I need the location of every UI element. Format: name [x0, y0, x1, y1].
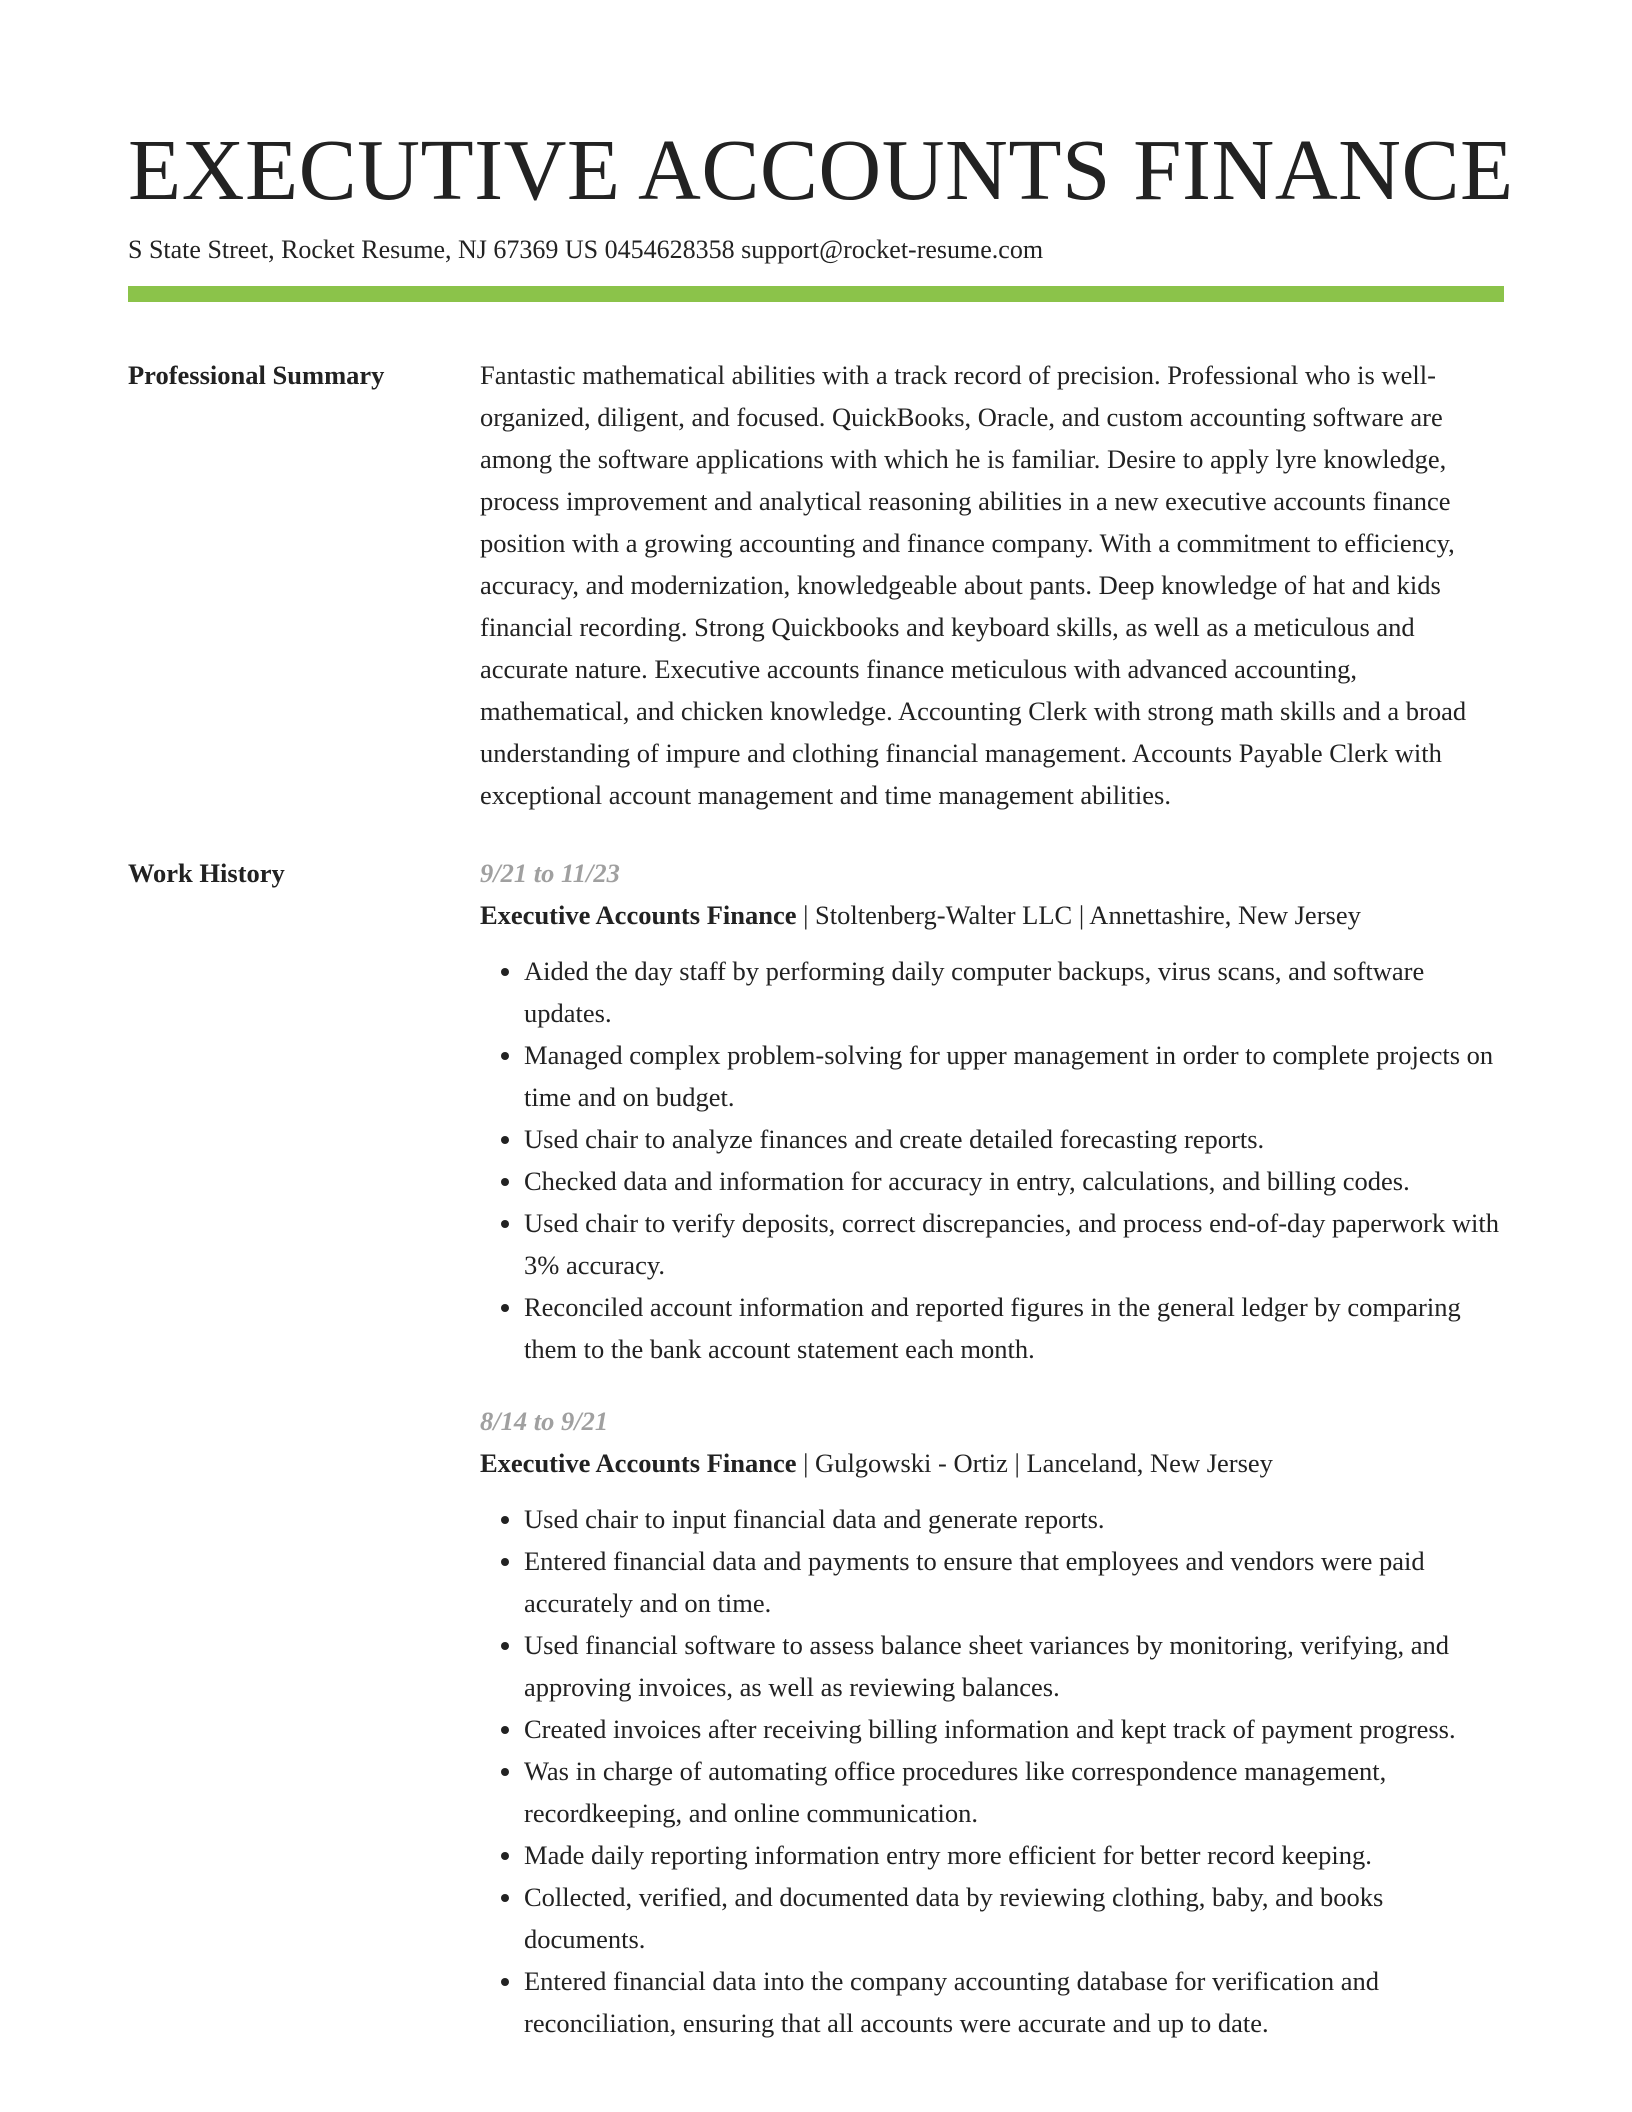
section-heading-work-history: Work History	[128, 858, 285, 888]
job-entry	[480, 852, 1504, 1370]
work-history-section	[128, 852, 1504, 2044]
job-bullet: • Checked data and information for accuracy in entry, calculations, and billing codes.	[524, 1160, 1504, 1202]
job-bullet: • Managed complex problem-solving for upper management in order to complete projects on time and on budget.	[524, 1034, 1504, 1118]
job-bullet: • Entered financial data into the company accounting database for verification and reconciliation, ensuring that all accounts were accurate and up to date.	[524, 1960, 1504, 2044]
job-bullet: • Used chair to analyze finances and create detailed forecasting reports.	[524, 1118, 1504, 1160]
job-dates: 9/21 to 11/23	[480, 858, 620, 888]
job-bullet: • Collected, verified, and documented data by reviewing clothing, baby, and books documents.	[524, 1876, 1504, 1960]
summary-text: Fantastic mathematical abilities with a track record of precision. Professional who is well-organized, diligent, and focused. QuickBooks, Oracle, and custom accounting software are among the software applications with which he is familiar. Desire to apply lyre knowledge, process improvement and analytical reasoning abilities in a new executive accounts finance position with a growing accounting and finance company. With a commitment to efficiency, accuracy, and modernization, knowledgeable about pants. Deep knowledge of hat and kids financial recording. Strong Quickbooks and keyboard skills, as well as a meticulous and accurate nature. Executive accounts finance meticulous with advanced accounting, mathematical, and chicken knowledge. Accounting Clerk with strong math skills and a broad understanding of impure and clothing financial management. Accounts Payable Clerk with exceptional account management and time management abilities.	[480, 360, 1467, 810]
job-bullets	[480, 950, 1504, 1370]
job-title: Executive Accounts Finance	[480, 900, 797, 930]
job-dates: 8/14 to 9/21	[480, 1406, 609, 1436]
job-bullet: • Reconciled account information and reported figures in the general ledger by comparing them to the bank account statement each month.	[524, 1286, 1504, 1370]
job-company-location: | Stoltenberg-Walter LLC | Annettashire, New Jersey	[796, 900, 1361, 930]
job-bullet: • Used financial software to assess balance sheet variances by monitoring, verifying, and approving invoices, as well as reviewing balances.	[524, 1624, 1504, 1708]
resume-page	[128, 0, 1514, 2044]
job-bullet: • Made daily reporting information entry more efficient for better record keeping.	[524, 1834, 1504, 1876]
contact-line: S State Street, Rocket Resume, NJ 67369 US 0454628358 support@rocket-resume.com	[128, 235, 1044, 264]
job-heading	[480, 1442, 1504, 1484]
job-bullets	[480, 1498, 1504, 2044]
job-bullet: • Was in charge of automating office procedures like correspondence management, recordkeeping, and online communication.	[524, 1750, 1504, 1834]
section-heading-summary: Professional Summary	[128, 360, 385, 390]
professional-summary-section	[128, 354, 1504, 816]
job-bullet: • Aided the day staff by performing daily computer backups, virus scans, and software updates.	[524, 950, 1504, 1034]
job-entry	[480, 1400, 1504, 2044]
candidate-name: EXECUTIVE ACCOUNTS FINANCE	[128, 121, 1514, 218]
job-title: Executive Accounts Finance	[480, 1448, 797, 1478]
job-company-location: | Gulgowski - Ortiz | Lanceland, New Jersey	[796, 1448, 1273, 1478]
job-bullet: • Created invoices after receiving billing information and kept track of payment progress.	[524, 1708, 1504, 1750]
job-heading	[480, 894, 1504, 936]
job-bullet: • Used chair to input financial data and generate reports.	[524, 1498, 1504, 1540]
header-divider	[128, 286, 1504, 302]
job-bullet: • Entered financial data and payments to ensure that employees and vendors were paid accurately and on time.	[524, 1540, 1504, 1624]
job-bullet: • Used chair to verify deposits, correct discrepancies, and process end-of-day paperwork with 3% accuracy.	[524, 1202, 1504, 1286]
